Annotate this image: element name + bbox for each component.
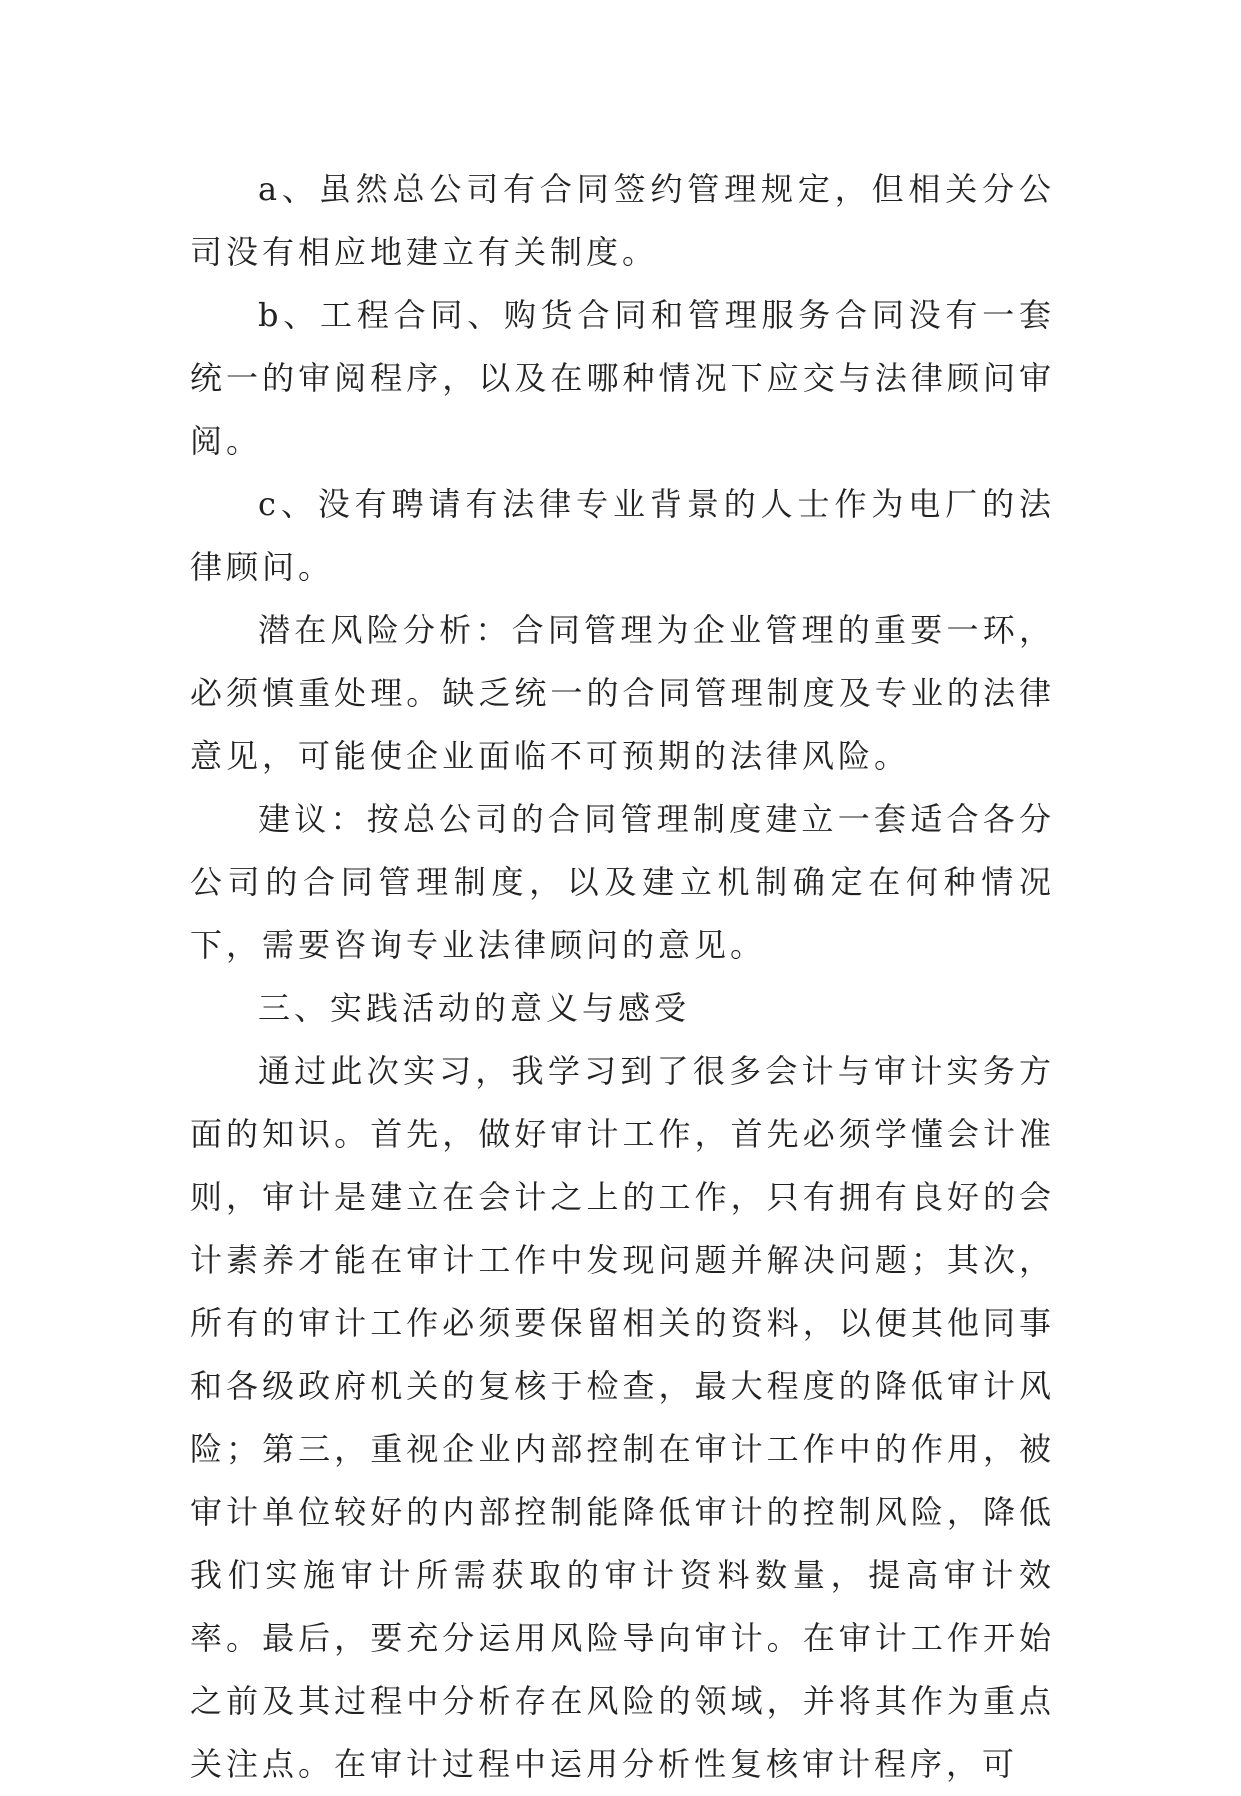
paragraph-reflection: 通过此次实习，我学习到了很多会计与审计实务方面的知识。首先，做好审计工作，首先必须学懂会计准则，审计是建立在会计之上的工作，只有拥有良好的会计素养才能在审计工作中发现问题并解决问题；其次，所有的审计工作必须要保留相关的资料，以便其他同事和各级政府机关的复核于检查，最大程度的降低审计风险；第三，重视企业内部控制在审计工作中的作用，被审计单位较好的内部控制能降低审计的控制风险，降低我们实施审计所需获取的审计资料数量，提高审计效率。最后，要充分运用风险导向审计。在审计工作开始之前及其过程中分析存在风险的领域，并将其作为重点关注点。在审计过程中运用分析性复核审计程序，可 (190, 1052, 1055, 1783)
paragraph-item-a: a、虽然总公司有合同签约管理规定，但相关分公司没有相应地建立有关制度。 (190, 170, 1055, 271)
section-heading: 三、实践活动的意义与感受 (258, 989, 691, 1027)
paragraph-suggestion: 建议：按总公司的合同管理制度建立一套适合各分公司的合同管理制度，以及建立机制确定在何种情况下，需要咨询专业法律顾问的意见。 (190, 800, 1055, 964)
paragraph-item-b: b、工程合同、购货合同和管理服务合同没有一套统一的审阅程序，以及在哪种情况下应交与法律顾问审阅。 (190, 296, 1055, 460)
document-body (190, 158, 1055, 1796)
paragraph-risk-analysis: 潜在风险分析：合同管理为企业管理的重要一环，必须慎重处理。缺乏统一的合同管理制度及专业的法律意见，可能使企业面临不可预期的法律风险。 (190, 611, 1055, 775)
paragraph-item-c: c、没有聘请有法律专业背景的人士作为电厂的法律顾问。 (190, 485, 1055, 586)
